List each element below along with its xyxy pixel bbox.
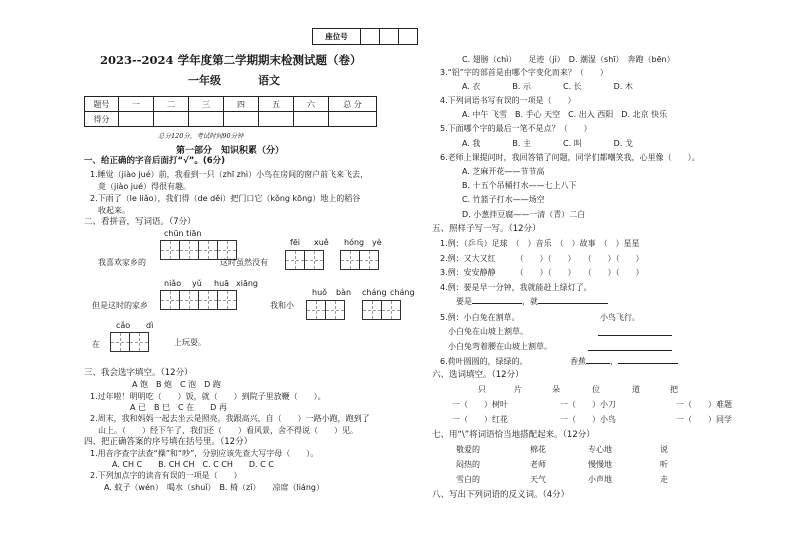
- q4-options: A. 芝麻开花——节节高: [462, 167, 545, 176]
- q6-item: 一（ ）小鸟: [560, 415, 616, 424]
- sentence-text: 我和小: [270, 301, 294, 310]
- q4-title: 四、把正确答案的序号填在括号里。（12分）: [84, 437, 253, 447]
- q4-options: A. 衣 B. 示 C. 长 D. 木: [462, 82, 633, 91]
- answer-blank[interactable]: [588, 343, 672, 351]
- pinyin: xuě: [314, 238, 329, 247]
- writing-cell[interactable]: [340, 250, 360, 270]
- writing-cell[interactable]: [381, 300, 401, 320]
- writing-cell[interactable]: [217, 240, 237, 260]
- score-cell[interactable]: [294, 112, 329, 127]
- score-header-cell: 五: [259, 97, 294, 112]
- q5-line: 小白兔弯着腰在山坡上割草。: [448, 342, 552, 351]
- pinyin: niǎo: [164, 279, 182, 288]
- score-row-label: 得分: [85, 112, 119, 127]
- writing-cell[interactable]: [160, 290, 180, 310]
- pinyin: hóng: [344, 238, 365, 247]
- answer-blank[interactable]: [586, 363, 610, 364]
- match-word: 天气: [530, 475, 546, 484]
- q4-line: 3.“铝”字的部首是由哪个字变化而来？（ ）: [440, 68, 608, 77]
- answer-blank[interactable]: [618, 363, 678, 364]
- q5-line: 2.例：又大又红 （ ）（ ） （ ）（ ）: [440, 254, 644, 263]
- q5-title: 五、照样子写一写。（12分）: [432, 224, 541, 234]
- q2-title: 二、看拼音，写词语。（7分）: [84, 217, 196, 227]
- part1-title: 第一部分 知识积累（分）: [176, 146, 285, 156]
- q4-line: 2.下列加点字的读音有误的一项是（ ）: [90, 471, 242, 480]
- seat-cell[interactable]: [361, 29, 380, 45]
- match-word: 雪白的: [456, 475, 480, 484]
- word-option: 把: [670, 385, 678, 394]
- match-word: 小声地: [588, 475, 612, 484]
- match-word: 敬爱的: [456, 445, 480, 454]
- answer-blank[interactable]: [538, 303, 608, 304]
- exam-note: 总分120分，考试时间90分钟: [158, 132, 244, 140]
- word-option: 位: [592, 385, 600, 394]
- pinyin: huā: [214, 279, 230, 288]
- pinyin: fēi: [290, 238, 300, 247]
- match-word: 听: [660, 460, 668, 469]
- q1-line: 收起来。: [90, 206, 130, 215]
- q4-options: A. 中午 飞雪 B. 手心 天空 C. 出入 西阳 D. 北京 快乐: [462, 110, 668, 119]
- writing-cell[interactable]: [160, 240, 180, 260]
- q4-line: 6.老师上课提问时，我回答错了问题，同学们都嘲笑我，心里像（ ）。: [440, 153, 700, 162]
- score-header-cell: 四: [224, 97, 259, 112]
- q6-item: 一（ ）难题: [676, 400, 732, 409]
- match-word: 专心地: [588, 445, 612, 454]
- q5-line: [456, 297, 608, 307]
- pinyin: chūn tiān: [164, 229, 202, 238]
- q5-text: ，: [610, 357, 618, 366]
- q8-title: 八、写出下列词语的反义词。（4分）: [432, 490, 570, 500]
- score-cell[interactable]: [259, 112, 294, 127]
- sentence-text: 这时虽然没有: [220, 258, 268, 267]
- score-cell[interactable]: [189, 112, 224, 127]
- q5-line: 3.例：安安静静 （ ）（ ） （ ）（ ）: [440, 268, 644, 277]
- q5-line: 5.例：小白兔在割草。: [440, 313, 520, 322]
- writing-grid[interactable]: [160, 240, 236, 260]
- q3-line: 2.周末，我和妈妈一起去坐云是照亮，我跟高兴，自（ ）一路小跑，跑到了: [90, 414, 370, 423]
- writing-cell[interactable]: [217, 290, 237, 310]
- writing-cell[interactable]: [110, 332, 130, 352]
- score-header-cell: 题号: [85, 97, 119, 112]
- q5-line: 小白兔在山坡上割草。: [448, 327, 528, 336]
- q1-line: 竟（jiào jué）得很有趣。: [90, 182, 191, 191]
- subject-label: 语文: [258, 74, 280, 87]
- q5-text: 6.荷叶圆圆的，绿绿的。: [440, 357, 528, 366]
- pinyin: bàn: [336, 288, 352, 297]
- score-cell[interactable]: [119, 112, 154, 127]
- q4-options: A. 我 B. 主 C. 叫 D. 戈: [462, 139, 633, 148]
- q5-line: [440, 357, 528, 367]
- q5-line: 1.例：（乒乓）足球 （ ）音乐 （ ）故事 （ ）星星: [440, 239, 640, 248]
- match-word: 闷热的: [456, 460, 480, 469]
- q1-line: 2.下雨了（le liǎo），我们得（de děi）把门口它（kǒng kōng）地上的稻谷: [90, 194, 361, 203]
- q3-line: 山上。（ ）经下午了，我们还（ ）看风景，舍不得说（ ）见。: [90, 426, 358, 435]
- word-option: 道: [632, 385, 640, 394]
- q1-title: 一、给正确的字音后面打“√”。(6分): [84, 156, 226, 166]
- word-option: 只: [478, 385, 486, 394]
- q4-options: A. CH C B. CH CH C. C CH D. C C: [112, 460, 274, 469]
- writing-cell[interactable]: [362, 300, 382, 320]
- pinyin: xiāng: [236, 279, 259, 288]
- score-header-cell: 总 分: [329, 97, 377, 112]
- score-value-row: [85, 112, 377, 127]
- q4-options: A. 蚊子（wén） 喝水（shuǐ） B. 椅（zǐ） 凉席（liáng）: [104, 483, 324, 492]
- sentence-text: 但是这时的家乡: [92, 301, 148, 310]
- q4-options: D. 小葱拌豆腐——一清（青）二白: [462, 210, 586, 219]
- score-header-cell: 一: [119, 97, 154, 112]
- score-header-row: [85, 97, 377, 112]
- q3-options: A 饱 B 炮 C 泡 D 跑: [132, 380, 221, 389]
- exam-title: 2023--2024 学年度第二学期期末检测试题（卷）: [100, 53, 362, 67]
- score-header-cell: 三: [189, 97, 224, 112]
- seat-label: 座位号: [313, 29, 361, 45]
- score-table: [84, 96, 377, 127]
- match-word: 慢慢地: [588, 460, 612, 469]
- word-option: 片: [514, 385, 522, 394]
- q3-line: 1.过年啦！明明吃（ ）饭，就（ ）到院子里放鞭（ ）。: [90, 392, 326, 401]
- q4-line: 5.下面哪个字的最后一笔不是点？（ ）: [440, 124, 592, 133]
- writing-cell[interactable]: [306, 300, 326, 320]
- sentence-text: 在: [92, 340, 100, 349]
- q5-line: 小鸟飞行。: [600, 313, 640, 322]
- q5-text: 香蕉: [570, 357, 586, 366]
- pinyin: cǎo: [116, 321, 131, 330]
- pinyin: cháng: [362, 288, 387, 297]
- score-cell[interactable]: [224, 112, 259, 127]
- q6-item: 一（ ）树叶: [452, 400, 508, 409]
- answer-blank[interactable]: [472, 303, 522, 304]
- writing-cell[interactable]: [325, 300, 345, 320]
- q4-options: C. 竹篮子打水——场空: [462, 195, 545, 204]
- q5-text: ，就: [522, 297, 538, 306]
- writing-cell[interactable]: [359, 250, 379, 270]
- pinyin: cháng: [390, 288, 415, 297]
- writing-grid[interactable]: [362, 300, 400, 320]
- q6-item: 一（ ）红花: [452, 415, 508, 424]
- writing-grid[interactable]: [110, 332, 148, 352]
- answer-blank[interactable]: [598, 328, 672, 336]
- q4-options: B. 十五个吊桶打水——七上八下: [462, 181, 577, 190]
- sentence-text: 上玩耍。: [174, 338, 206, 347]
- score-cell[interactable]: [329, 112, 377, 127]
- writing-cell[interactable]: [129, 332, 149, 352]
- word-option: 朵: [552, 385, 560, 394]
- writing-grid[interactable]: [340, 250, 378, 270]
- sentence-text: 我喜欢家乡的: [98, 258, 146, 267]
- seat-number-box: [312, 28, 418, 45]
- q5-text: 要是: [456, 297, 472, 306]
- pinyin: dì: [146, 321, 154, 330]
- q4-options: C. 翅膀（chì） 足迹（jì） D. 潮湿（shī） 奔跑（bēn）: [462, 55, 675, 64]
- writing-cell[interactable]: [179, 290, 199, 310]
- match-word: 老师: [530, 460, 546, 469]
- writing-grid[interactable]: [160, 290, 236, 310]
- q4-line: 1.用音序查字法查“操”和“吵”，分别应该先查大写字母（ ）。: [90, 449, 319, 458]
- q3-options: A 已 B 巳 C 在 D 再: [130, 403, 227, 412]
- match-word: 说: [660, 445, 668, 454]
- writing-cell[interactable]: [304, 250, 324, 270]
- pinyin: yè: [372, 238, 382, 247]
- score-header-cell: 六: [294, 97, 329, 112]
- seat-cell[interactable]: [399, 29, 418, 45]
- pinyin: yǔ: [192, 279, 202, 288]
- writing-cell[interactable]: [198, 240, 218, 260]
- writing-cell[interactable]: [198, 290, 218, 310]
- writing-cell[interactable]: [179, 240, 199, 260]
- q3-title: 三、我会选字填空。（12分）: [84, 368, 193, 378]
- q7-title: 七、用“\”将词语恰当地搭配起来。（12分）: [432, 430, 595, 440]
- q1-line: 1.睡觉（jiào jué）前，我看到一只（zhī zhì）小鸟在房间的窗户前飞来飞去，: [90, 170, 369, 179]
- grade-label: 一年级: [188, 74, 221, 87]
- q5-line: 4.例：要是早一分钟，我就能赶上绿灯了。: [440, 283, 592, 292]
- q6-item: 一（ ）同学: [676, 415, 732, 424]
- match-word: 走: [660, 475, 668, 484]
- score-cell[interactable]: [154, 112, 189, 127]
- writing-grid[interactable]: [306, 300, 344, 320]
- q4-line: 4.下列词语书写有误的一项是（ ）: [440, 96, 576, 105]
- match-word: 棉花: [530, 445, 546, 454]
- writing-cell[interactable]: [285, 250, 305, 270]
- score-header-cell: 二: [154, 97, 189, 112]
- seat-cell[interactable]: [380, 29, 399, 45]
- q6-item: 一（ ）小刀: [560, 400, 616, 409]
- pinyin: huǒ: [312, 288, 328, 297]
- q6-title: 六、选词填空。（12分）: [432, 370, 524, 380]
- writing-grid[interactable]: [285, 250, 323, 270]
- q5-line: [570, 357, 678, 367]
